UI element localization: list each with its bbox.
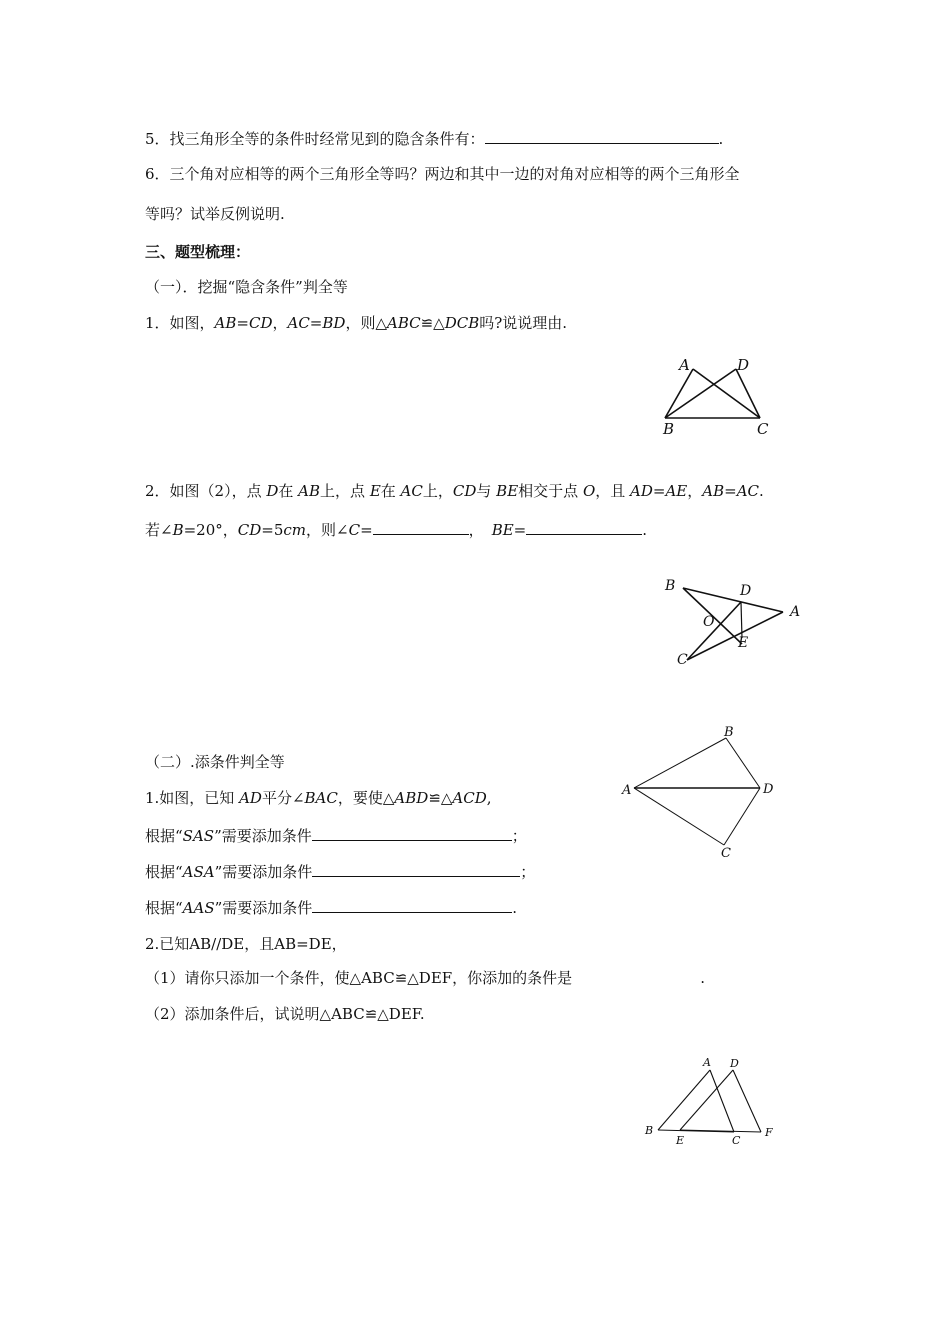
label-d: D: [737, 356, 750, 374]
figure-angle-bisector: [618, 722, 788, 862]
label-b: B: [724, 725, 734, 740]
part-2-question-2-part-1: （1）请你只添加一个条件，使△ABC≌△DEF，你添加的条件是 .: [145, 969, 705, 987]
label-e: E: [738, 635, 749, 651]
label-d: D: [730, 1057, 739, 1070]
condition-aas: 根据“AAS”需要添加条件 .: [145, 899, 518, 917]
label-b: B: [665, 578, 676, 594]
part-2-question-1: 1.如图，已知 AD平分∠BAC，要使△ABD≌△ACD,: [145, 789, 492, 807]
part-1-question-2-line-2: 若∠B=20°，CD=5cm，则∠C= ， BE= .: [145, 521, 648, 539]
part-2-question-2-part-2: （2）添加条件后，试说明△ABC≌△DEF.: [145, 1005, 425, 1023]
question-5: 5．找三角形全等的条件时经常见到的隐含条件有： .: [145, 130, 724, 148]
label-d: D: [763, 782, 774, 797]
label-d: D: [740, 583, 752, 599]
part-2-title: （二）.添条件判全等: [145, 753, 285, 771]
answer-blank-asa: [312, 861, 520, 877]
label-a: A: [703, 1056, 711, 1069]
label-b: B: [645, 1124, 654, 1137]
figure-intersecting-segments: [655, 572, 815, 672]
condition-asa: 根据“ASA”需要添加条件 ；: [145, 863, 536, 881]
label-c: C: [677, 652, 688, 668]
label-f: F: [765, 1126, 773, 1139]
label-a: A: [622, 783, 632, 798]
condition-sas: 根据“SAS”需要添加条件 ；: [145, 827, 527, 845]
part-1-question-1: 1．如图，AB=CD，AC=BD，则△ABC≌△DCB吗?说说理由.: [145, 314, 568, 332]
answer-blank-sas: [312, 825, 512, 841]
label-e: E: [676, 1134, 685, 1147]
part-1-question-2-line-1: 2．如图（2），点 D在 AB上，点 E在 AC上，CD与 BE相交于点 O，且 AD=AE，AB=AC.: [145, 482, 764, 500]
answer-blank: [485, 128, 719, 144]
answer-blank-aas: [312, 897, 512, 913]
figure-parallel-triangles: [640, 1054, 790, 1149]
question-6-line-1: 6．三个角对应相等的两个三角形全等吗？两边和其中一边的对角对应相等的两个三角形全: [145, 165, 740, 183]
answer-blank-be: [526, 519, 642, 535]
question-6-line-2: 等吗？试举反例说明.: [145, 205, 285, 223]
question-5-text: 5．找三角形全等的条件时经常见到的隐含条件有：: [145, 130, 485, 148]
label-c: C: [721, 846, 731, 861]
section-heading: 三、题型梳理：: [145, 243, 251, 261]
label-c: C: [757, 420, 769, 438]
label-a: A: [679, 356, 690, 374]
part-2-question-2-intro: 2.已知AB//DE，且AB=DE，: [145, 935, 347, 953]
label-b: B: [663, 420, 675, 438]
answer-blank-angle-c: [373, 519, 469, 535]
part-1-title: （一）．挖掘“隐含条件”判全等: [145, 278, 348, 296]
label-o: O: [703, 614, 715, 630]
figure-triangles-abc-dcb: [650, 352, 780, 442]
label-a: A: [790, 604, 801, 620]
label-c: C: [732, 1134, 741, 1147]
